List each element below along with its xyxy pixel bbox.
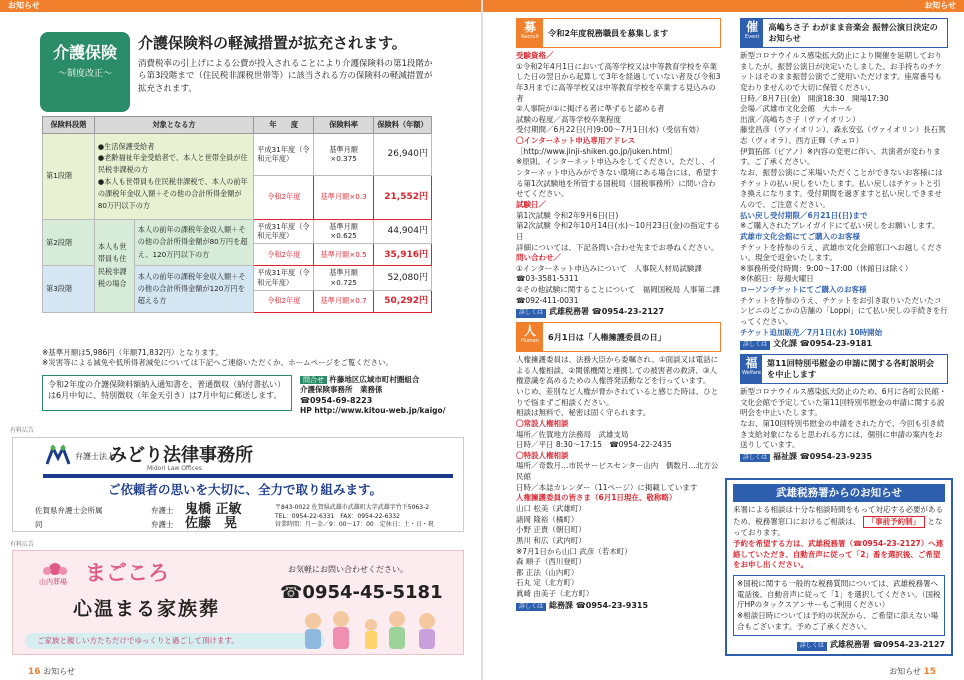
concert-hall-buyers: 武雄市文化会館にてご購入のお客様 (740, 231, 860, 241)
law-firm-name: みどり法律事務所 (109, 445, 253, 466)
target-group-cell: 本人も世帯員も住民税非課税の場合 (94, 219, 134, 312)
page-header-left (0, 0, 482, 12)
year-cell-new: 令和2年度 (254, 175, 314, 219)
concert-p1: 新型コロナウイルス感染拡大防止により開催を延期しておりましたが、振替公演日が決定いたしました。お手持ちのチケットはそのまま振替公演でご使用いただけます。座席番号も変わりませんので大切に保管ください。 (740, 51, 943, 92)
law-firm-en: Midori Law Offices (147, 465, 202, 472)
welfare-details-tag: 詳しくは (740, 454, 770, 463)
kaigo-article-title: 介護保険料の軽減措置が拡充されます。 (138, 34, 407, 52)
th-year: 年 度 (254, 117, 314, 134)
concert-hall-refund: チケットを持参のうえ、武雄市文化会館窓口へお越しください。現金で返金いたします。 (740, 242, 943, 263)
recruit-exam-label: 試験日／ (516, 199, 546, 209)
dan-cell: 第3段階 (43, 266, 95, 312)
concert-lawson-buyers: ローソンチケットにてご購入のお客様 (740, 285, 867, 295)
recruit-contact-2: ②その他試験に関することについて 福岡国税局 人事第二課 ☎092-411-0031 (516, 285, 720, 305)
th-rate: 保険料率 (314, 117, 374, 134)
ad-label-2: 有料広告 (10, 541, 35, 548)
concert-refund-deadline: 払い戻し受付期限／6月21日(日)まで (740, 210, 868, 220)
welfare-icon-glyph: 福 (745, 355, 758, 370)
jinken-p1: 人権擁護委員は、法務大臣から委嘱され、①面談又は電話による人権相談、②関係機関と連携しての被害者の救済、③人権意識を高めるための人権啓発活動などを行っています。 (516, 355, 719, 386)
law-address: 〒843-0022 佐賀県武雄市武雄町大字武雄字竹下5063-2 (275, 504, 430, 511)
concert-date: 日時／8月7日(金) 開演18:30 開場17:30 (740, 93, 889, 103)
footer-right (889, 666, 936, 678)
amount-cell: 26,940円 (374, 133, 432, 175)
jinken-a3: 場所／奇数月…市民サービスセンター山内 偶数月…北方公民館 (516, 461, 719, 482)
recruit-contact-label: 問い合わせ／ (516, 253, 561, 263)
family-illustration-icon (293, 607, 455, 649)
concert-tel: 文化課 ☎0954-23-9181 (773, 339, 873, 349)
tax-details-tag: 詳しくは (797, 642, 827, 651)
footer-left-label: お知らせ (43, 666, 75, 676)
recruit-eligibility-label: 受験資格／ (516, 51, 554, 60)
page-number-right: 15 (923, 666, 936, 677)
recruit-web-label: 〇インターネット申込専用アドレス (516, 136, 636, 146)
recruit-details-tag: 詳しくは (516, 309, 546, 318)
welfare-title: 第11回特別弔慰金の申請に関する各町説明会を中止します (767, 358, 935, 379)
table-row (43, 133, 432, 175)
lawyer-role-1: 弁護士 (151, 506, 174, 515)
kaigo-contact (300, 375, 445, 416)
jinken-title: 6月1日は「人権擁護委員の日」 (548, 331, 666, 342)
tax-note-1: ※国税に関する一般的な税務質問については、武雄税務署へ電話後、自動音声に従って「1」を選択してください。（国税庁HPのタックスアンサーもご利用ください） (737, 579, 941, 610)
th-dan: 保険料段階 (43, 117, 95, 134)
page-header-right (482, 0, 964, 12)
concert-icon-glyph: 催 (746, 20, 759, 34)
amount-cell-new: 35,916円 (374, 244, 432, 266)
recruit-icon (517, 19, 543, 47)
law-prefix: 弁護士法人 (75, 452, 115, 461)
concert-extra-sale: チケット追加販売／7月1日(水) 10時開始 (740, 327, 883, 337)
amount-cell-new: 21,552円 (374, 175, 432, 219)
rate-cell-new: 基準月額×0.3 (314, 175, 374, 219)
funeral-sub: 山内葬場 (39, 578, 67, 586)
jinken-icon (517, 323, 543, 351)
jinken-details-tag: 詳しくは (516, 603, 546, 612)
tax-p1: 来署による相談は十分な相談時間をもって対応する必要があるため、税務署窓口におけるご相談は、 (733, 505, 943, 526)
recruit-web-url[interactable]: ［http://www.jinji-shiken.go.jp/juken.html］ (516, 146, 678, 156)
kaigo-notice-box: 令和2年度の介護保険料額納入通知書を、普通徴収（納付書払い）は6月中旬に、特別徴収（年金天引き）は7月中旬に郵送します。 (42, 375, 292, 411)
target-cell: 本人の前年の課税年金収入額＋その他の合計所得金額が120万円を超える方 (134, 266, 254, 312)
page-spine (481, 0, 483, 680)
recruit-heading (516, 18, 721, 48)
concert-p2: なお、振替公演にご来場いただくことができないお客様にはチケットの払い戻しをいたします。払い戻しはチケットと引き換えになります。受付期間を過ぎますと払い戻しできませんので、ご注意ください。 (740, 168, 943, 209)
year-cell-new: 令和2年度 (254, 290, 314, 312)
funeral-strip: ご家族と親しい方たちだけでゆっくりと過ごして頂けます。 (25, 633, 325, 649)
concert-lawson-refund: チケットを持参のうえ、チケットをお引き取りいただいたコンビニのどこかの店舗の「Loppi」にて払い戻しの手続きを行ってください。 (740, 295, 948, 327)
law-same: 同 (35, 520, 43, 529)
lawyer-name-1: 鬼橋 正敏 (185, 502, 242, 517)
flower-logo-icon (41, 559, 69, 579)
concert-title: 高嶋ちさ子 わがまま音楽会 振替公演日決定のお知らせ (768, 22, 938, 43)
welfare-icon (741, 355, 762, 383)
contact-hp-link[interactable]: HP http://www.kitou-web.jp/kaigo/ (300, 406, 446, 416)
kaigo-badge-title: 介護保険 (52, 43, 117, 62)
tax-tel: 武雄税務署 ☎0954-23-2127 (829, 640, 945, 650)
jinken-icon-sub: Human (520, 338, 540, 345)
contact-dept: 介護保険事務所 業務係 (300, 385, 383, 395)
recruit-tel: 武雄税務署 ☎0954-23-2127 (549, 307, 665, 317)
header-left-label: お知らせ (8, 1, 40, 10)
lawyer-name-2: 佐藤 晃 (185, 516, 238, 531)
recruit-title: 令和2年度税務職員を募集します (548, 27, 669, 38)
concert-performer: 出演／高嶋ちさ子（ヴァイオリン） (740, 114, 860, 124)
target-cell: 本人の前年の課税年金収入額＋その他の合計所得金額が80万円を超え、120万円以下の方 (134, 219, 254, 265)
th-target: 対象となる方 (94, 117, 253, 134)
recruit-eligibility-2: ②人事院が①に掲げる者に準ずると認める者 (516, 104, 665, 114)
year-cell: 平成31年度（令和元年度） (254, 266, 314, 290)
kaigo-note-2: ※災害等による減免や低所得者減免については下記へご連絡いただくか、ホームページをご覧ください。 (42, 358, 393, 368)
welfare-heading (740, 354, 948, 384)
right-column-b (740, 18, 948, 466)
page-number-left: 16 (28, 666, 41, 677)
jinken-a2: 日時／平日 8:30～17:15 ☎0954-22-2435 (516, 440, 672, 450)
law-assoc: 佐賀県弁護士会所属 (35, 506, 103, 515)
rate-cell-new: 基準月額×0.7 (314, 290, 374, 312)
tax-p3: 予約を希望する方は、武雄税務署（☎0954-23-2127）へ連絡していただき、自動音声に従って「2」番を選択後、ご希望をお申し出ください。 (733, 539, 944, 570)
year-cell: 平成31年度（令和元年度） (254, 219, 314, 243)
kaigo-badge (40, 32, 130, 112)
kaigo-intro: 消費税率の引上げによる公費が投入されることにより介護保険料の第1段階から第3段階まで（住民税非課税世帯等）に該当される方の保険料の軽減措置が拡充されます。 (138, 59, 433, 94)
law-divider (43, 474, 453, 478)
target-cell: ●生活保護受給者 ●老齢福祉年金受給者で、本人と世帯全員が住民税非課税の方 ●本人も世帯員も住民税非課税で、本人の前年の課税年金収入額＋その他の合計所得金額が80万円以下の方 (94, 133, 253, 219)
welfare-icon-sub: Welfare (742, 369, 761, 376)
law-tel: TEL：0954-22-6331 FAX：0954-22-6332 (275, 512, 400, 520)
concert-details-tag: 詳しくは (740, 341, 770, 350)
jinken-h1: 〇常設人権相談 (516, 418, 569, 428)
concert-section (740, 18, 948, 350)
amount-cell: 44,904円 (374, 219, 432, 243)
right-column-a (516, 18, 721, 615)
recruit-web-note: ※原則、インターネット申込みをしてください。ただし、インターネット申込みができない環境にある場合には、希望する第1次試験地を所管する国税局（国税事務所）に問い合わせてください。 (516, 157, 718, 199)
law-office-logo-icon (45, 444, 71, 466)
recruit-exam-1: 第1次試験 令和2年9月6日(日) (516, 210, 619, 220)
concert-refund-note: ※ご購入されたプレイガイドにて払い戻しをお願いします。 (740, 221, 940, 231)
welfare-section (740, 354, 948, 462)
recruit-section (516, 18, 721, 318)
jinken-a1: 場所／佐賀地方法務局 武雄支局 (516, 429, 629, 439)
jinken-tel: 総務課 ☎0954-23-9315 (549, 600, 649, 610)
kaigo-badge-subtitle: ～制度改正～ (57, 68, 112, 79)
contact-tel: ☎0954-69-8223 (300, 395, 373, 405)
recruit-contact-1: ①インターネット申込みについて 人事院人材局試験課 ☎03-3581-5311 (516, 263, 702, 284)
contact-tag: 問合せ (300, 376, 327, 384)
recruit-period: 受付期間／6月22日(月)9:00～7月1日(水)（受信有効） (516, 125, 704, 135)
jinken-a4: 日時／本誌カレンダー（11ページ）に掲載しています (516, 482, 698, 492)
ad-label-1: 有料広告 (10, 427, 35, 434)
tax-note-box (733, 575, 945, 636)
jinken-icon-glyph: 人 (523, 324, 536, 339)
law-hours: 営業時間：月～金／9：00～17：00 定休日：土・日・祝 (275, 521, 434, 529)
concert-office-hours: ※事務所受付時間：9:00～17:00（休館日は除く） (740, 263, 913, 273)
rate-cell: 基準月額×0.375 (314, 133, 374, 175)
jinken-p2: いじめ、差別など人権が脅かされていると感じた時は、ひとりで悩まずご相談ください。 (516, 386, 719, 407)
dan-cell: 第2段階 (43, 219, 95, 265)
welfare-p2: なお、第10回特別弔慰金の申請をされた方で、今回も引き続き支給対象になると思われる方には、個別に申請の案内をお送りしています。 (740, 418, 945, 450)
law-address-block (275, 504, 434, 530)
jinken-members: 山口 松美（武雄町） 諸岡 隆裕（橘町） 小野 正貴（朝日町） 黒川 和広（武内町） ※7月1日から山口 武彦（若木町） 森 順子（西川登町） 都 正法（山内町） 石丸 定（北方町） 眞崎 由美子（北方町） (516, 503, 632, 599)
kaigo-notes (42, 348, 462, 368)
jinken-heading (516, 322, 721, 352)
recruit-icon-glyph: 募 (523, 20, 536, 34)
header-right-label: お知らせ (924, 1, 956, 10)
dan-cell: 第1段階 (43, 133, 95, 219)
concert-icon-sub: Event (745, 34, 760, 40)
funeral-ad (12, 550, 464, 655)
footer-right-label: お知らせ (889, 666, 921, 676)
concert-piano: 伊賀拓郎（ピアノ）※内容の変更に伴い、共演者が変わります。ご了承ください。 (740, 146, 941, 167)
premium-table-header (43, 117, 432, 134)
concert-venue: 会場／武雄市文化会館 大ホール (740, 104, 853, 114)
recruit-level: 試験の程度／高等学校卒業程度 (516, 114, 621, 124)
rate-cell: 基準月額×0.625 (314, 219, 374, 243)
funeral-inquiry: お気軽にお問い合わせください。 (288, 565, 408, 574)
funeral-brand: まごころ (85, 560, 169, 585)
lawyer-role-2: 弁護士 (151, 520, 174, 529)
premium-table (42, 116, 432, 313)
tax-body (733, 505, 945, 651)
recruit-detail-note: 詳細については、下記各問い合わせ先までお尋ねください。 (516, 242, 719, 252)
funeral-headline: 心温まる家族葬 (73, 598, 221, 620)
tax-p2: となっております。 (733, 516, 943, 538)
amount-cell-new: 50,292円 (374, 290, 432, 312)
concert-performers: 藤堂昌彦（ヴァイオリン）、森永安弘（ヴァイオリン）長石篤志（ヴィオラ）、西方正輝（チェロ） (740, 125, 946, 146)
recruit-icon-sub: Recruit (521, 34, 539, 40)
tax-office-notice (725, 478, 953, 656)
jinken-section (516, 322, 721, 611)
jinken-h2: 〇特設人権相談 (516, 450, 569, 460)
contact-org: 杵藤地区広域市町村圏組合 (329, 375, 420, 384)
rate-cell: 基準月額×0.725 (314, 266, 374, 290)
welfare-p1: 新型コロナウイルス感染拡大防止のため、6月に各町公民館・文化会館で予定していた第11回特別弔慰金の申請に関する説明会を中止いたします。 (740, 386, 947, 418)
footer-left (28, 666, 75, 678)
concert-heading (740, 18, 948, 48)
rate-cell-new: 基準月額×0.5 (314, 244, 374, 266)
tax-reservation-badge: 「事前予約制」 (863, 516, 926, 529)
recruit-exam-2: 第2次試験 令和2年10月14日(水)～10月23日(金)の指定する日 (516, 221, 721, 241)
year-cell-new: 令和2年度 (254, 244, 314, 266)
th-amount: 保険料（年額） (374, 117, 432, 134)
concert-icon (741, 19, 763, 47)
kaigo-note-1: ※基準月額は5,986円（年額71,832円）となります。 (42, 348, 223, 357)
jinken-a5: 人権擁護委員の皆さま（6月1日現在、敬称略） (516, 493, 677, 503)
law-office-ad (12, 437, 464, 532)
recruit-eligibility-1: ①令和2年4月1日において高等学校又は中等教育学校を卒業した日の翌日から起算して3年を経過していない者及び令和3年3月までに高等学校又は中等教育学校を卒業する見込みの者 (516, 61, 721, 103)
amount-cell: 52,080円 (374, 266, 432, 290)
welfare-tel: 福祉課 ☎0954-23-9235 (773, 451, 873, 461)
tax-title: 武雄税務署からのお知らせ (733, 484, 945, 502)
funeral-phone: ☎0954-45-5181 (280, 582, 443, 603)
concert-closed: ※休館日：毎週火曜日 (740, 274, 814, 284)
tax-note-2: ※相談日時については予約の状況から、ご希望に添えない場合もございます。予めご了承ください。 (737, 610, 939, 631)
law-slogan: ご依頼者の思いを大切に、全力で取り組みます。 (108, 482, 383, 497)
year-cell: 平成31年度（令和元年度） (254, 133, 314, 175)
table-row (43, 219, 432, 243)
jinken-p3: 相談は無料で、秘密は固く守られます。 (516, 408, 651, 418)
